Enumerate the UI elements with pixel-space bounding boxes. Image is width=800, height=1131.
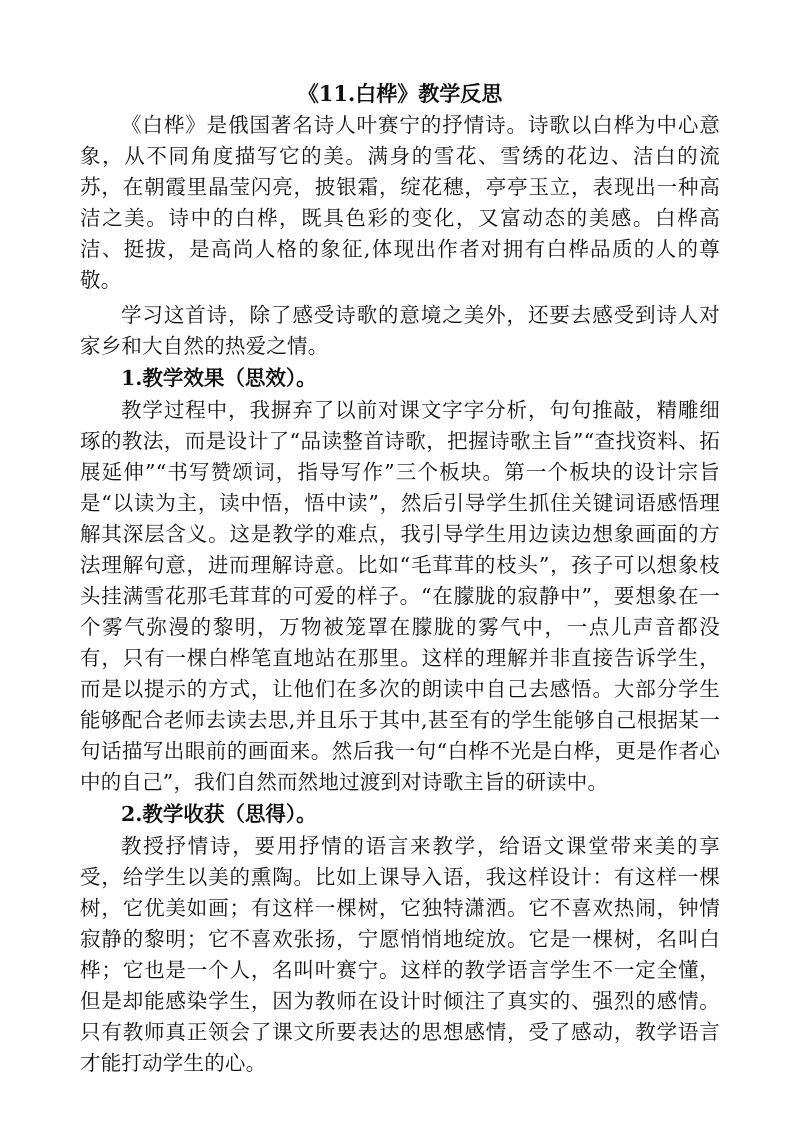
section-1-heading: 1.教学效果（思效）。 [121,366,317,390]
section-2-body: 教授抒情诗，要用抒情的语言来教学，给语文课堂带来美的享受，给学生以美的熏陶。比如上课导入语，我这样设计：有这样一棵树，它优美如画；有这样一棵树，它独特潇洒。它不喜欢热闹，钟情寂静的黎明；它不喜欢张扬，宁愿悄悄地绽放。它是一棵树，名叫白桦；它也是一个人，名叫叶赛宁。这样的教学语言学生不一定全懂，但是却能感染学生，因为教师在设计时倾注了真实的、强烈的感情。只有教师真正领会了课文所要表达的思想感情，受了感动，教学语言才能打动学生的心。 [80,834,720,1075]
document-title: 《11.白桦》教学反思 [297,81,503,106]
section-2-heading: 2.教学收获（思得）。 [121,802,317,826]
document-page [80,78,720,1079]
section-1-body: 教学过程中，我摒弃了以前对课文字字分析，句句推敲，精雕细琢的教法，而是设计了“品读整首诗歌，把握诗歌主旨”“查找资料、拓展延伸”“书写赞颂词，指导写作”三个板块。第一个板块的设计宗旨是“以读为主，读中悟，悟中读”，然后引导学生抓住关键词语感悟理解其深层含义。这是教学的难点，我引导学生用边读边想象画面的方法理解句意，进而理解诗意。比如“毛茸茸的枝头”，孩子可以想象枝头挂满雪花那毛茸茸的可爱的样子。“在朦胧的寂静中”，要想象在一个雾气弥漫的黎明，万物被笼罩在朦胧的雾气中，一点儿声音都没有，只有一棵白桦笔直地站在那里。这样的理解并非直接告诉学生，而是以提示的方式，让他们在多次的朗读中自己去感悟。大部分学生能够配合老师去读去思,并且乐于其中,甚至有的学生能够自己根据某一句话描写出眼前的画面来。然后我一句“白桦不光是白桦，更是作者心中的自己”，我们自然而然地过渡到对诗歌主旨的研读中。 [80,398,720,794]
intro-paragraph-2: 学习这首诗，除了感受诗歌的意境之美外，还要去感受到诗人对家乡和大自然的热爱之情。 [80,303,720,358]
intro-paragraph-1: 《白桦》是俄国著名诗人叶赛宁的抒情诗。诗歌以白桦为中心意象，从不同角度描写它的美。满身的雪花、雪绣的花边、洁白的流苏，在朝霞里晶莹闪亮，披银霜，绽花穗，亭亭玉立，表现出一种高洁之美。诗中的白桦，既具色彩的变化，又富动态的美感。白桦高洁、挺拔，是高尚人格的象征,体现出作者对拥有白桦品质的人的尊敬。 [80,113,720,292]
